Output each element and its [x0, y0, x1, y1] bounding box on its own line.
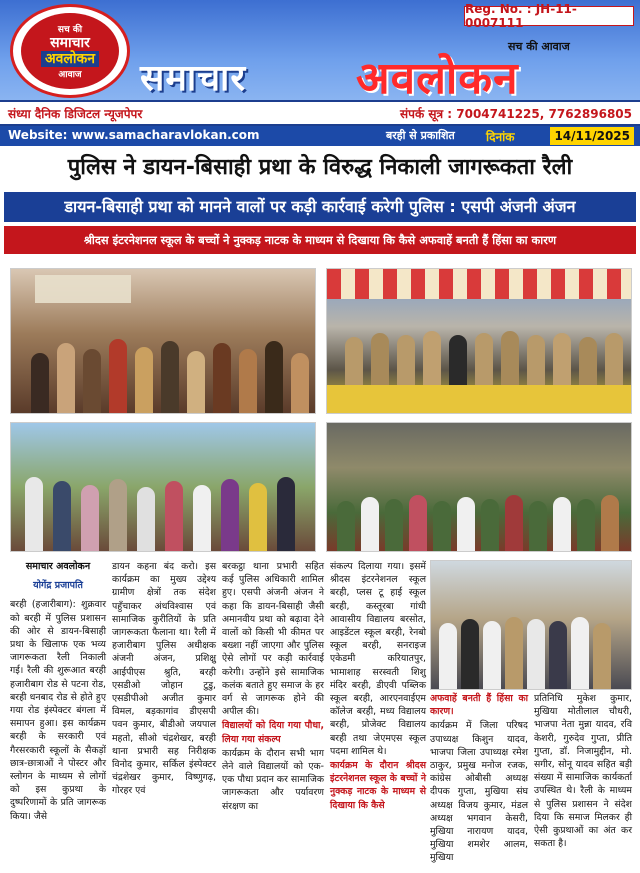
article-column-4 — [330, 560, 426, 813]
column-4-text: संकल्प दिलाया गया। इसमें श्रीदस इंटरनेशनल स्कूल बरही, प्लस टू हाई स्कूल बरही, कस्तूरबा गांधी आवासीय विद्यालय बरसोत, आइडेंटल स्कूल बरही, रेनबो स्कूल बरही, सनराइज एकेडमी करियातपुर, भामाशाह सरस्वती शिशु मंदिर बरही, डीएवी पब्लिक स्कूल बरही, आरएनवाईएम कॉलेज बरही, मध्य विद्यालय बरही, प्रोजेक्ट विद्यालय बरही तथा जेएमएस स्कूल पदमा शामिल थे। — [330, 561, 426, 757]
logo-badge — [21, 13, 119, 89]
column-2-text: डायन कहना बंद करो। इस कार्यक्रम का मुख्य उद्देश्य ग्रामीण क्षेत्रों तक संदेश पहुँचाकर अंधविश्वास एवं सामाजिक कुरीतियों के प्रति जागरूकता फैलाना था। रैली में हजारीबाग पुलिस अधीक्षक अंजनी अंजन, प्रशिक्षु आईपीएस श्रुति, बरही एसडीओ जोहान टुडु, एसडीपीओ अजीत कुमार विमल, बड़कागांव डीएसपी पवन कुमार, बीडीओ जयपाल महतो, सीओ चंद्रशेखर, बरही थाना प्रभारी सह निरीक्षक विनोद कुमार, सर्किल इंस्पेक्टर चंद्रशेखर कुमार, विष्णुगढ़, गोरहर एवं — [112, 561, 216, 797]
photo-officials-group — [431, 612, 631, 689]
photo-dignitaries — [430, 560, 632, 690]
article-column-3 — [222, 560, 324, 814]
tagline: सच की आवाज — [508, 40, 570, 53]
info-bar — [0, 100, 640, 126]
web-bar — [0, 126, 640, 146]
photo-audience — [326, 422, 632, 552]
issue-date: 14/11/2025 — [550, 127, 634, 145]
logo-line-1: समाचार — [50, 35, 90, 51]
column-3-text: बरकट्ठा थाना प्रभारी सहित कई पुलिस अधिकारी शामिल हुए। एसपी अंजनी अंजन ने कहा कि डायन-बिसाही जैसी अमानवीय प्रथा को बढ़ावा देने वालों को किसी भी कीमत पर बख्शा नहीं जाएगा और पुलिस ऐसे लोगों पर कड़ी कार्रवाई करेगी। उन्होंने इसे सामाजिक कलंक बताते हुए समाज के हर वर्ग से जागरूक होने की अपील की। — [222, 561, 324, 718]
published-from: बरही से प्रकाशित — [386, 129, 455, 142]
photo-students-with-posters — [10, 422, 316, 552]
main-headline: पुलिस ने डायन-बिसाही प्रथा के विरुद्ध निकाली जागरूकता रैली — [67, 155, 573, 180]
website-link[interactable]: Website: www.samacharavlokan.com — [8, 128, 260, 142]
photo-stage — [327, 385, 631, 413]
column-5-text: कार्यक्रम में जिला परिषद उपाध्यक्ष किशुन यादव, भाजपा जिला उपाध्यक्ष रमेश ठाकुर, प्रमुख मनोज रजक, कांग्रेस ओबीसी अध्यक्ष दीपक गुप्ता, मुखिया संघ अध्यक्ष विजय कुमार, मंडल अध्यक्ष भगवान केसरी, मुखिया नारायण यादव, मुखिया शमशेर आलम, मुखिया — [430, 720, 528, 864]
article-column-6 — [534, 692, 632, 851]
column-6-text: प्रतिनिधि मुकेश कुमार, मुखिया मोतीलाल चौधरी, भाजपा नेता मुन्ना यादव, रवि केशरी, गुरुदेव गुप्ता, प्रीति गुप्ता, डॉ. निजामुद्दीन, मो. सगीर, सोनू यादव सहित बड़ी संख्या में सामाजिक कार्यकर्ता उपस्थित थे। रैली के माध्यम से पुलिस प्रशासन ने संदेश दिया कि समाज मिलकर ही ऐसी कुप्रथाओं का अंत कर सकता है। — [534, 693, 632, 850]
newspaper-logo — [10, 4, 130, 98]
column-5-subheading: अफवाहें बनती हैं हिंसा का कारण। — [430, 693, 528, 718]
paper-type: संध्या दैनिक डिजिटल न्यूजपेपर — [8, 107, 143, 121]
masthead-title-left: समाचार — [140, 58, 247, 99]
logo-bottom-text: आवाज — [58, 70, 82, 80]
photo-students-with-police — [10, 268, 316, 414]
article-column-5 — [430, 692, 528, 866]
masthead-title-right: अवलोकन — [356, 53, 519, 100]
highlight-strip: श्रीदस इंटरनेशनल स्कूल के बच्चों ने नुक्कड़ नाटक के माध्यम से दिखाया कि कैसे अफवाहें बनती हैं हिंसा का कारण — [4, 226, 636, 254]
contact-numbers: संपर्क सूत्र : 7004741225, 7762896805 — [400, 107, 632, 121]
logo-line-2: अवलोकन — [41, 51, 99, 67]
logo-top-text: सच की — [57, 25, 83, 35]
byline: समाचार अवलोकन — [25, 561, 91, 572]
date-label: दिनांक — [486, 130, 515, 144]
photo-crowd — [11, 327, 315, 413]
masthead — [0, 0, 640, 100]
photo-police-on-stage — [326, 268, 632, 414]
column-1-text: बरही (हजारीबाग): शुक्रवार को बरही में पुलिस प्रशासन की ओर से डायन-बिसाही प्रथा के खिलाफ एक भव्य जागरूकता रैली निकाली गई। रैली की शुरूआत बरही हजारीबाग रोड से पटना रोड, बरही धनबाद रोड से होते हुए गया रोड इंस्पेक्टर बंगला में समापन हुआ। इस कार्यक्रम बरही के सरकारी एवं गैरसरकारी स्कूलों के सैकड़ों छात्र-छात्राओं ने पोस्टर और स्लोगन के माध्यम से लोगों को इस कुप्रथा के दुष्परिणामों के प्रति जागरूक किया। जैसे — [10, 599, 106, 822]
photo-banner — [35, 275, 131, 303]
column-4-subheading: कार्यक्रम के दौरान श्रीदस इंटरनेशनल स्कूल के बच्चों ने नुक्कड़ नाटक के माध्यम से दिखाया कि कैसे — [330, 760, 426, 811]
column-3-subheading: विद्यालयों को दिया गया पौधा, लिया गया संकल्प — [222, 720, 324, 745]
photo-tent — [327, 269, 631, 299]
column-3-text-continued: कार्यक्रम के दौरान सभी भाग लेने वाले विद्यालयों को एक-एक पौधा प्रदान कर सामाजिक जागरूकता और पर्यावरण संरक्षण का — [222, 747, 324, 812]
sub-headline: डायन-बिसाही प्रथा को मानने वालों पर कड़ी कार्रवाई करेगी पुलिस : एसपी अंजनी अंजन — [4, 192, 636, 222]
article-column-1 — [10, 560, 106, 824]
registration-number: Reg. No. : JH-11-0007111 — [464, 6, 634, 26]
photo-seated-students — [327, 474, 631, 551]
photo-poster-holders — [11, 474, 315, 551]
article-column-2 — [112, 560, 216, 799]
author-name: योगेंद्र प्रजापति — [33, 580, 83, 592]
